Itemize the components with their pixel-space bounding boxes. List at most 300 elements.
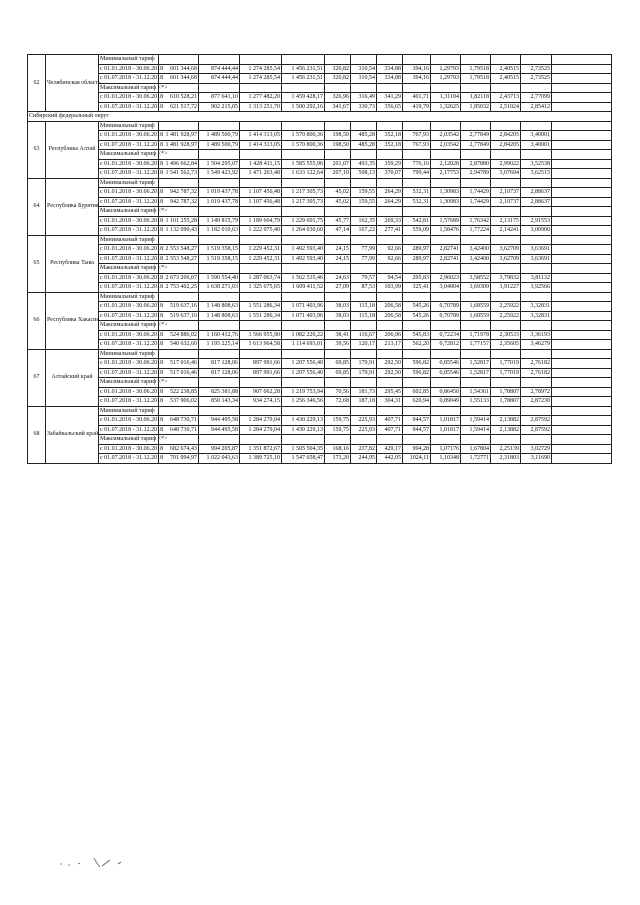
tariff-value-cell: 1 264 030,60 bbox=[282, 226, 325, 236]
tariff-value-cell: 159,55 bbox=[351, 197, 377, 207]
tariff-value-cell: 295,45 bbox=[377, 387, 403, 397]
tariff-value-cell: 1,67804 bbox=[461, 444, 491, 454]
tariff-value-cell: 3,40001 bbox=[521, 140, 552, 150]
tariff-value-cell: 522 238,85 bbox=[159, 387, 199, 397]
region-number: 65 bbox=[28, 235, 46, 292]
tariff-value-cell: 1,68559 bbox=[461, 302, 491, 312]
tariff-value-cell: 545,26 bbox=[403, 302, 431, 312]
tariff-value-cell bbox=[240, 292, 282, 302]
tariff-value-cell: 1 148 808,63 bbox=[199, 311, 240, 321]
empty-cell bbox=[552, 311, 612, 321]
tariff-value-cell bbox=[351, 435, 377, 445]
table-row bbox=[28, 197, 612, 207]
empty-cell bbox=[552, 273, 612, 283]
table-row bbox=[28, 321, 612, 331]
handwritten-marks bbox=[58, 852, 138, 872]
tariff-value-cell bbox=[199, 321, 240, 331]
tariff-value-cell bbox=[282, 235, 325, 245]
tariff-value-cell bbox=[240, 378, 282, 388]
tariff-period-label: Максимальный тариф <*> bbox=[100, 151, 168, 158]
tariff-value-cell: 206,96 bbox=[377, 330, 403, 340]
table-row bbox=[28, 159, 612, 169]
tariff-value-cell: 187,18 bbox=[351, 397, 377, 407]
tariff-value-cell: 2,88637 bbox=[521, 197, 552, 207]
tariff-value-cell bbox=[461, 178, 491, 188]
tariff-value-cell: 601 344,68 bbox=[159, 74, 199, 84]
tariff-value-cell bbox=[403, 178, 431, 188]
tariff-value-cell: 2,85412 bbox=[521, 102, 552, 112]
tariff-value-cell bbox=[521, 178, 552, 188]
tariff-value-cell: 162,35 bbox=[351, 216, 377, 226]
tariff-value-cell: 1 229 601,75 bbox=[282, 216, 325, 226]
tariff-value-cell: 3,32831 bbox=[521, 311, 552, 321]
tariff-value-cell: 79,57 bbox=[351, 273, 377, 283]
tariff-value-cell bbox=[461, 235, 491, 245]
tariff-value-cell: 1 430 229,13 bbox=[282, 425, 325, 435]
tariff-value-cell bbox=[240, 406, 282, 416]
empty-cell bbox=[552, 207, 612, 217]
tariff-value-cell: 1 277 482,20 bbox=[240, 93, 282, 103]
tariff-value-cell bbox=[431, 207, 461, 217]
tariff-value-cell: 1 287 063,74 bbox=[240, 273, 282, 283]
tariff-value-cell: 517 016,46 bbox=[159, 368, 199, 378]
tariff-value-cell: 517 016,46 bbox=[159, 359, 199, 369]
tariff-period-label: Минимальный тариф bbox=[99, 121, 159, 131]
tariff-value-cell bbox=[377, 378, 403, 388]
tariff-value-cell: 2 673 206,07 bbox=[159, 273, 199, 283]
tariff-value-cell bbox=[199, 121, 240, 131]
tariff-value-cell: 2,25922 bbox=[491, 302, 521, 312]
tariff-value-cell: 874 444,44 bbox=[199, 74, 240, 84]
table-row bbox=[28, 235, 612, 245]
tariff-value-cell: 2,88637 bbox=[521, 188, 552, 198]
tariff-value-cell: 1,79518 bbox=[461, 74, 491, 84]
tariff-value-cell bbox=[403, 264, 431, 274]
tariff-value-cell: 897 991,66 bbox=[240, 359, 282, 369]
tariff-period-label: с 01.01.2018 - 30.06.2018 bbox=[100, 160, 164, 167]
tariff-value-cell bbox=[377, 121, 403, 131]
tariff-value-cell bbox=[325, 83, 351, 93]
tariff-value-cell: 206,58 bbox=[377, 311, 403, 321]
tariff-value-cell bbox=[461, 349, 491, 359]
tariff-value-cell bbox=[282, 435, 325, 445]
tariff-value-cell bbox=[461, 292, 491, 302]
tariff-value-cell: 1 613 964,58 bbox=[240, 340, 282, 350]
table-row bbox=[28, 387, 612, 397]
tariff-value-cell: 1 219 753,94 bbox=[282, 387, 325, 397]
tariff-value-cell: 2,10737 bbox=[491, 188, 521, 198]
tariff-value-cell: 356,65 bbox=[377, 102, 403, 112]
tariff-value-cell bbox=[325, 207, 351, 217]
tariff-value-cell bbox=[491, 264, 521, 274]
tariff-value-cell: 648 730,71 bbox=[159, 416, 199, 426]
tariff-value-cell bbox=[521, 207, 552, 217]
region-name: Забайкальский край bbox=[46, 406, 99, 463]
tariff-value-cell bbox=[159, 178, 199, 188]
region-number: 67 bbox=[28, 349, 46, 406]
tariff-period-label: с 01.07.2018 - 31.12.2018 bbox=[100, 312, 164, 319]
tariff-value-cell: 519 637,16 bbox=[159, 311, 199, 321]
tariff-value-cell: 168,16 bbox=[325, 444, 351, 454]
empty-cell bbox=[552, 55, 612, 65]
table-row bbox=[28, 330, 612, 340]
tariff-value-cell bbox=[282, 349, 325, 359]
tariff-value-cell: 3,42400 bbox=[461, 254, 491, 264]
tariff-value-cell: 1 351 872,67 bbox=[240, 444, 282, 454]
tariff-value-cell: 1,31104 bbox=[431, 93, 461, 103]
tariff-value-cell: 2,82741 bbox=[431, 245, 461, 255]
table-row bbox=[28, 378, 612, 388]
tariff-value-cell: 326,96 bbox=[325, 93, 351, 103]
tariff-value-cell: 45,77 bbox=[325, 216, 351, 226]
tariff-value-cell: 1,77019 bbox=[491, 368, 521, 378]
tariff-value-cell: 2,73525 bbox=[521, 64, 552, 74]
tariff-period-label: с 01.01.2018 - 30.06.2018 bbox=[100, 94, 164, 101]
tariff-value-cell bbox=[431, 321, 461, 331]
tariff-value-cell: 825 381,88 bbox=[199, 387, 240, 397]
tariff-value-cell: 370,07 bbox=[377, 169, 403, 179]
tariff-value-cell bbox=[377, 207, 403, 217]
table-row bbox=[28, 55, 612, 65]
tariff-value-cell bbox=[491, 321, 521, 331]
tariff-value-cell: 3,92566 bbox=[521, 283, 552, 293]
tariff-value-cell: 310,54 bbox=[351, 74, 377, 84]
tariff-value-cell: 1,72771 bbox=[461, 454, 491, 464]
table-row bbox=[28, 245, 612, 255]
tariff-value-cell: 1,78807 bbox=[491, 387, 521, 397]
tariff-value-cell: 1 496 662,84 bbox=[159, 159, 199, 169]
tariff-value-cell: 1,55133 bbox=[461, 397, 491, 407]
tariff-value-cell: 289,97 bbox=[403, 254, 431, 264]
tariff-value-cell bbox=[491, 406, 521, 416]
tariff-value-cell: 341,29 bbox=[377, 93, 403, 103]
tariff-value-cell bbox=[282, 207, 325, 217]
tariff-value-cell: 902 215,05 bbox=[199, 102, 240, 112]
table-row bbox=[28, 340, 612, 350]
tariff-value-cell bbox=[431, 349, 461, 359]
tariff-value-cell: 1 481 928,97 bbox=[159, 131, 199, 141]
tariff-value-cell: 292,50 bbox=[377, 359, 403, 369]
tariff-value-cell: 524 886,02 bbox=[159, 330, 199, 340]
tariff-value-cell: 2,03542 bbox=[431, 140, 461, 150]
tariff-value-cell: 1 456 231,51 bbox=[282, 74, 325, 84]
tariff-value-cell: 3,02729 bbox=[521, 444, 552, 454]
tariff-value-cell bbox=[491, 121, 521, 131]
tariff-value-cell: 2,30533 bbox=[491, 330, 521, 340]
tariff-value-cell bbox=[461, 83, 491, 93]
tariff-value-cell: 1 313 251,70 bbox=[240, 102, 282, 112]
tariff-value-cell bbox=[199, 150, 240, 160]
tariff-value-cell: 292,50 bbox=[377, 368, 403, 378]
tariff-period-label: с 01.01.2018 - 30.06.2018 bbox=[100, 388, 164, 395]
tariff-value-cell: 1 107 456,48 bbox=[240, 197, 282, 207]
tariff-value-cell: 1,29793 bbox=[431, 74, 461, 84]
tariff-value-cell: 2,87230 bbox=[521, 397, 552, 407]
empty-cell bbox=[552, 102, 612, 112]
tariff-value-cell: 944 495,58 bbox=[199, 425, 240, 435]
tariff-period-label: с 01.01.2018 - 30.06.2018 bbox=[100, 217, 164, 224]
table-row bbox=[28, 169, 612, 179]
tariff-value-cell: 1 471 263,48 bbox=[240, 169, 282, 179]
tariff-value-cell: 1 107 456,48 bbox=[240, 188, 282, 198]
tariff-period-label: с 01.07.2018 - 31.12.2018 bbox=[100, 255, 164, 262]
tariff-value-cell bbox=[461, 121, 491, 131]
tariff-value-cell bbox=[325, 264, 351, 274]
tariff-value-cell: 0,85546 bbox=[431, 359, 461, 369]
tariff-value-cell bbox=[325, 178, 351, 188]
tariff-value-cell: 198,50 bbox=[325, 131, 351, 141]
tariff-value-cell: 72,68 bbox=[325, 397, 351, 407]
tariff-value-cell bbox=[377, 83, 403, 93]
tariff-value-cell: 3,40001 bbox=[521, 131, 552, 141]
tariff-value-cell: 0,89049 bbox=[431, 397, 461, 407]
tariff-value-cell bbox=[159, 292, 199, 302]
tariff-value-cell bbox=[491, 435, 521, 445]
tariff-value-cell: 173,20 bbox=[325, 454, 351, 464]
empty-cell bbox=[552, 264, 612, 274]
empty-cell bbox=[552, 83, 612, 93]
tariff-value-cell: 0,72812 bbox=[431, 340, 461, 350]
tariff-value-cell: 320,82 bbox=[325, 64, 351, 74]
tariff-period-label: с 01.01.2018 - 30.06.2018 bbox=[100, 246, 164, 253]
tariff-value-cell: 994,28 bbox=[403, 444, 431, 454]
table-row bbox=[28, 444, 612, 454]
tariff-value-cell bbox=[461, 321, 491, 331]
table-row bbox=[28, 207, 612, 217]
table-row bbox=[28, 74, 612, 84]
table-row bbox=[28, 188, 612, 198]
tariff-value-cell: 3,81132 bbox=[521, 273, 552, 283]
tariff-value-cell: 1 149 815,79 bbox=[199, 216, 240, 226]
tariff-value-cell: 1,71978 bbox=[461, 330, 491, 340]
tariff-value-cell: 545,83 bbox=[403, 330, 431, 340]
tariff-value-cell: 1,76342 bbox=[461, 216, 491, 226]
tariff-value-cell: 1024,11 bbox=[403, 454, 431, 464]
empty-cell bbox=[552, 425, 612, 435]
district-row bbox=[28, 112, 612, 122]
tariff-value-cell: 1,79518 bbox=[461, 64, 491, 74]
tariff-value-cell bbox=[325, 378, 351, 388]
empty-cell bbox=[552, 283, 612, 293]
tariff-value-cell: 1 284 279,04 bbox=[240, 425, 282, 435]
tariff-value-cell: 1 430 229,13 bbox=[282, 416, 325, 426]
tariff-period-label: с 01.07.2018 - 31.12.2018 bbox=[100, 341, 164, 348]
tariff-value-cell: 334,88 bbox=[377, 64, 403, 74]
tariff-period-label: Минимальный тариф bbox=[99, 349, 159, 359]
tariff-value-cell: 1 570 800,36 bbox=[282, 140, 325, 150]
tariff-value-cell: 87,53 bbox=[351, 283, 377, 293]
tariff-value-cell: 1 101 255,28 bbox=[159, 216, 199, 226]
tariff-period-label: с 01.07.2018 - 31.12.2018 bbox=[100, 426, 164, 433]
tariff-value-cell: 179,91 bbox=[351, 359, 377, 369]
tariff-value-cell: 0,86450 bbox=[431, 387, 461, 397]
tariff-period-label: с 01.07.2018 - 31.12.2018 bbox=[100, 284, 164, 291]
table-row bbox=[28, 93, 612, 103]
tariff-value-cell: 1,52817 bbox=[461, 359, 491, 369]
tariff-value-cell: 897 991,66 bbox=[240, 368, 282, 378]
tariff-value-cell bbox=[403, 349, 431, 359]
tariff-value-cell: 1 160 412,76 bbox=[199, 330, 240, 340]
table-row bbox=[28, 216, 612, 226]
tariff-value-cell: 1 492 593,40 bbox=[282, 245, 325, 255]
tariff-value-cell: 1 428 411,15 bbox=[240, 159, 282, 169]
tariff-value-cell: 1 284 279,04 bbox=[240, 416, 282, 426]
tariff-value-cell bbox=[159, 55, 199, 65]
table-row bbox=[28, 102, 612, 112]
tariff-value-cell: 1,52817 bbox=[461, 368, 491, 378]
tariff-value-cell bbox=[282, 178, 325, 188]
tariff-value-cell: 1 519 358,15 bbox=[199, 254, 240, 264]
tariff-value-cell: 2,10737 bbox=[491, 197, 521, 207]
empty-cell bbox=[552, 387, 612, 397]
tariff-value-cell bbox=[461, 150, 491, 160]
tariff-value-cell bbox=[282, 378, 325, 388]
empty-cell bbox=[552, 302, 612, 312]
tariff-value-cell: 1 325 675,65 bbox=[240, 283, 282, 293]
region-name: Республика Бурятия bbox=[46, 178, 99, 235]
tariff-value-cell bbox=[431, 150, 461, 160]
tariff-value-cell bbox=[491, 150, 521, 160]
region-name: Республика Хакасия bbox=[46, 292, 99, 349]
tariff-value-cell: 341,67 bbox=[325, 102, 351, 112]
tariff-period-label: Минимальный тариф bbox=[99, 55, 159, 65]
tariff-value-cell: 1,59414 bbox=[461, 416, 491, 426]
tariff-period-label: Максимальный тариф <*> bbox=[100, 436, 168, 443]
tariff-value-cell: 1 256 346,56 bbox=[282, 397, 325, 407]
tariff-value-cell: 2,76182 bbox=[521, 359, 552, 369]
empty-cell bbox=[552, 435, 612, 445]
tariff-value-cell bbox=[282, 321, 325, 331]
tariff-value-cell: 1 148 808,63 bbox=[199, 302, 240, 312]
tariff-value-cell: 1 551 286,34 bbox=[240, 302, 282, 312]
tariff-period-label: Минимальный тариф bbox=[99, 292, 159, 302]
tariff-period-label: с 01.01.2018 - 30.06.2018 bbox=[100, 417, 164, 424]
tariff-value-cell bbox=[521, 121, 552, 131]
tariff-value-cell: 3,79832 bbox=[491, 273, 521, 283]
tariff-value-cell: 1 217 305,73 bbox=[282, 188, 325, 198]
tariff-value-cell: 2,96023 bbox=[431, 273, 461, 283]
tariff-value-cell bbox=[282, 121, 325, 131]
tariff-value-cell: 3,07694 bbox=[491, 169, 521, 179]
tariff-value-cell: 2 553 548,27 bbox=[159, 254, 199, 264]
tariff-value-cell: 1,59414 bbox=[461, 425, 491, 435]
region-number: 63 bbox=[28, 121, 46, 178]
tariff-value-cell: 1,54361 bbox=[461, 387, 491, 397]
tariff-value-cell: 559,09 bbox=[403, 226, 431, 236]
tariff-value-cell: 1 229 452,31 bbox=[240, 245, 282, 255]
tariff-value-cell bbox=[521, 435, 552, 445]
empty-cell bbox=[552, 349, 612, 359]
tariff-period-label: с 01.01.2018 - 30.06.2018 bbox=[100, 360, 164, 367]
tariff-value-cell: 2,84205 bbox=[491, 140, 521, 150]
tariff-value-cell: 799,44 bbox=[403, 169, 431, 179]
tariff-value-cell: 2,78972 bbox=[521, 387, 552, 397]
tariff-value-cell bbox=[491, 178, 521, 188]
tariff-value-cell: 1,10348 bbox=[431, 454, 461, 464]
tariff-value-cell: 2,51024 bbox=[491, 102, 521, 112]
tariff-value-cell: 2,87592 bbox=[521, 416, 552, 426]
tariff-value-cell: 103,99 bbox=[377, 283, 403, 293]
tariff-value-cell: 167,22 bbox=[351, 226, 377, 236]
tariff-value-cell bbox=[431, 235, 461, 245]
tariff-value-cell: 24,63 bbox=[325, 273, 351, 283]
tariff-value-cell bbox=[377, 264, 403, 274]
table-row bbox=[28, 264, 612, 274]
tariff-value-cell: 3,58552 bbox=[461, 273, 491, 283]
table-row bbox=[28, 131, 612, 141]
tariff-period-label: с 01.07.2018 - 31.12.2018 bbox=[100, 141, 164, 148]
tariff-value-cell bbox=[325, 235, 351, 245]
tariff-value-cell bbox=[521, 292, 552, 302]
tariff-value-cell: 2 753 402,25 bbox=[159, 283, 199, 293]
tariff-value-cell bbox=[377, 321, 403, 331]
tariff-period-label: Максимальный тариф <*> bbox=[100, 84, 168, 91]
tariff-value-cell: 2,99022 bbox=[491, 159, 521, 169]
tariff-value-cell bbox=[521, 150, 552, 160]
tariff-value-cell: 3,32831 bbox=[521, 302, 552, 312]
tariff-value-cell: 3,46279 bbox=[521, 340, 552, 350]
tariff-value-cell: 1 590 554,40 bbox=[199, 273, 240, 283]
tariff-value-cell: 3,42400 bbox=[461, 245, 491, 255]
tariff-value-cell: 1 585 555,96 bbox=[282, 159, 325, 169]
tariff-value-cell: 1,85032 bbox=[461, 102, 491, 112]
tariff-value-cell: 213,17 bbox=[377, 340, 403, 350]
tariff-value-cell bbox=[199, 235, 240, 245]
tariff-period-label: с 01.01.2018 - 30.06.2018 bbox=[100, 274, 164, 281]
tariff-value-cell: 1 551 286,34 bbox=[240, 311, 282, 321]
tariff-value-cell: 1 132 090,43 bbox=[159, 226, 199, 236]
tariff-value-cell bbox=[351, 235, 377, 245]
tariff-value-cell: 596,82 bbox=[403, 368, 431, 378]
tariff-value-cell: 70,56 bbox=[325, 387, 351, 397]
tariff-value-cell: 69,85 bbox=[325, 359, 351, 369]
tariff-value-cell: 817 128,06 bbox=[199, 359, 240, 369]
tariff-value-cell bbox=[199, 292, 240, 302]
tariff-period-label: Максимальный тариф <*> bbox=[100, 322, 168, 329]
tariff-value-cell: 2,87880 bbox=[461, 159, 491, 169]
tariff-value-cell: 1 274 285,54 bbox=[240, 64, 282, 74]
tariff-value-cell: 2,76182 bbox=[521, 368, 552, 378]
tariff-value-cell: 1 217 305,73 bbox=[282, 197, 325, 207]
tariff-period-label: с 01.01.2018 - 30.06.2018 bbox=[100, 445, 164, 452]
empty-cell bbox=[552, 397, 612, 407]
empty-cell bbox=[552, 245, 612, 255]
tariff-value-cell: 2,77849 bbox=[461, 140, 491, 150]
tariff-value-cell bbox=[282, 292, 325, 302]
tariff-value-cell bbox=[351, 406, 377, 416]
tariff-value-cell: 2,13882 bbox=[491, 416, 521, 426]
tariff-value-cell bbox=[159, 121, 199, 131]
tariff-value-cell bbox=[199, 349, 240, 359]
empty-cell bbox=[552, 378, 612, 388]
tariff-value-cell bbox=[403, 435, 431, 445]
tariff-value-cell: 352,18 bbox=[377, 131, 403, 141]
tariff-value-cell bbox=[325, 349, 351, 359]
empty-cell bbox=[552, 330, 612, 340]
empty-cell bbox=[552, 235, 612, 245]
empty-cell bbox=[552, 444, 612, 454]
empty-cell bbox=[552, 150, 612, 160]
tariff-period-label: с 01.01.2018 - 30.06.2018 bbox=[100, 132, 164, 139]
tariff-value-cell bbox=[403, 55, 431, 65]
region-name: Республика Тыва bbox=[46, 235, 99, 292]
tariff-value-cell: 1,07176 bbox=[431, 444, 461, 454]
region-number: 66 bbox=[28, 292, 46, 349]
tariff-value-cell bbox=[240, 55, 282, 65]
tariff-value-cell: 596,82 bbox=[403, 359, 431, 369]
table-row bbox=[28, 150, 612, 160]
tariff-value-cell bbox=[403, 406, 431, 416]
